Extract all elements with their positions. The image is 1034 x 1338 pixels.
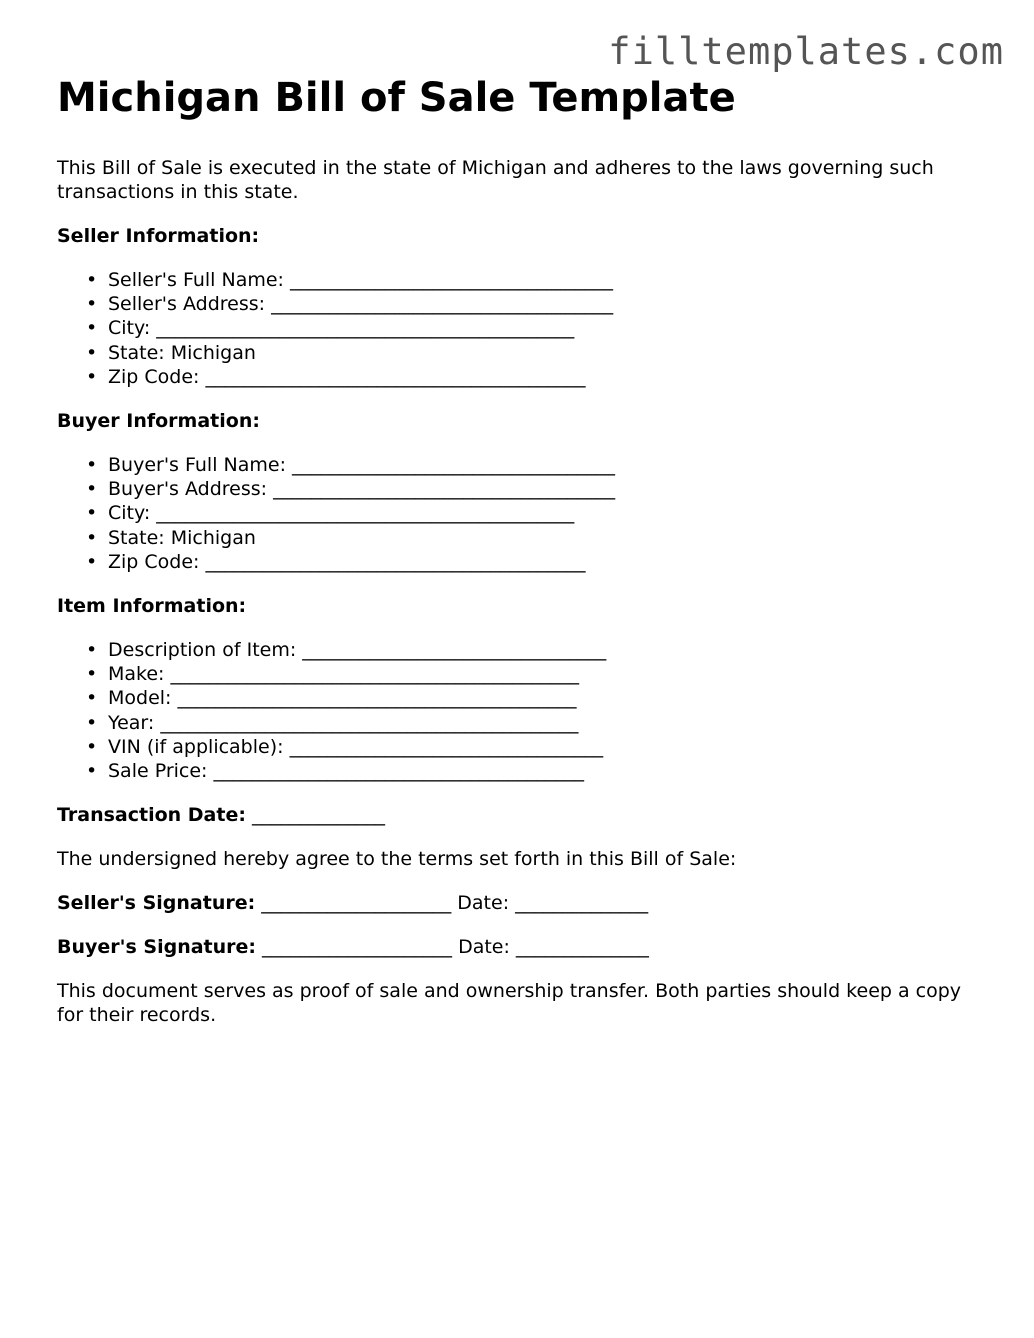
seller-list: [57, 268, 987, 389]
seller-signature-label: Seller's Signature:: [57, 892, 256, 915]
buyer-city-field[interactable]: • City: ____________________________________________: [108, 501, 987, 525]
document: [57, 70, 987, 1047]
seller-city-field[interactable]: • City: ____________________________________________: [108, 316, 987, 340]
item-list: [57, 638, 987, 783]
seller-signature-blank[interactable]: ____________________ Date: ______________: [255, 892, 649, 915]
page-title: Michigan Bill of Sale Template: [57, 75, 736, 121]
buyer-state: • State: Michigan: [108, 526, 987, 550]
seller-state: • State: Michigan: [108, 341, 987, 365]
item-make-field[interactable]: • Make: ___________________________________________: [108, 662, 987, 686]
intro-paragraph: This Bill of Sale is executed in the state of Michigan and adheres to the laws governing such transactions in this state.: [57, 157, 934, 203]
item-model-field[interactable]: • Model: __________________________________________: [108, 686, 987, 710]
seller-heading: Seller Information:: [57, 225, 260, 247]
agreement-paragraph: The undersigned hereby agree to the terms set forth in this Bill of Sale:: [57, 848, 737, 871]
seller-address-field[interactable]: • Seller's Address: ____________________________________: [108, 292, 987, 316]
item-description-field[interactable]: • Description of Item: ________________________________: [108, 638, 987, 662]
buyer-full-name-field[interactable]: • Buyer's Full Name: __________________________________: [108, 453, 987, 477]
item-sale-price-field[interactable]: • Sale Price: _______________________________________: [108, 759, 987, 783]
buyer-heading: Buyer Information:: [57, 410, 260, 433]
buyer-signature-label: Buyer's Signature:: [57, 936, 256, 959]
buyer-address-field[interactable]: • Buyer's Address: ____________________________________: [108, 477, 987, 501]
item-vin-field[interactable]: • VIN (if applicable): _________________________________: [108, 735, 987, 759]
seller-signature-row[interactable]: [57, 891, 987, 915]
item-year-field[interactable]: • Year: ____________________________________________: [108, 711, 987, 735]
buyer-signature-blank[interactable]: ____________________ Date: ______________: [256, 936, 649, 959]
transaction-date-label: Transaction Date:: [57, 804, 246, 827]
buyer-zip-field[interactable]: • Zip Code: ________________________________________: [108, 550, 987, 574]
seller-full-name-field[interactable]: • Seller's Full Name: __________________________________: [108, 268, 987, 292]
closing-paragraph: This document serves as proof of sale and ownership transfer. Both parties should keep a copy for their records.: [57, 980, 962, 1027]
transaction-date-blank[interactable]: ______________: [245, 804, 385, 827]
buyer-signature-row[interactable]: [57, 935, 987, 959]
transaction-date-row[interactable]: [57, 803, 987, 827]
seller-zip-field[interactable]: • Zip Code: ________________________________________: [108, 365, 987, 389]
item-heading: Item Information:: [57, 595, 247, 618]
watermark: filltemplates.com: [608, 30, 1004, 73]
buyer-list: [57, 453, 987, 574]
